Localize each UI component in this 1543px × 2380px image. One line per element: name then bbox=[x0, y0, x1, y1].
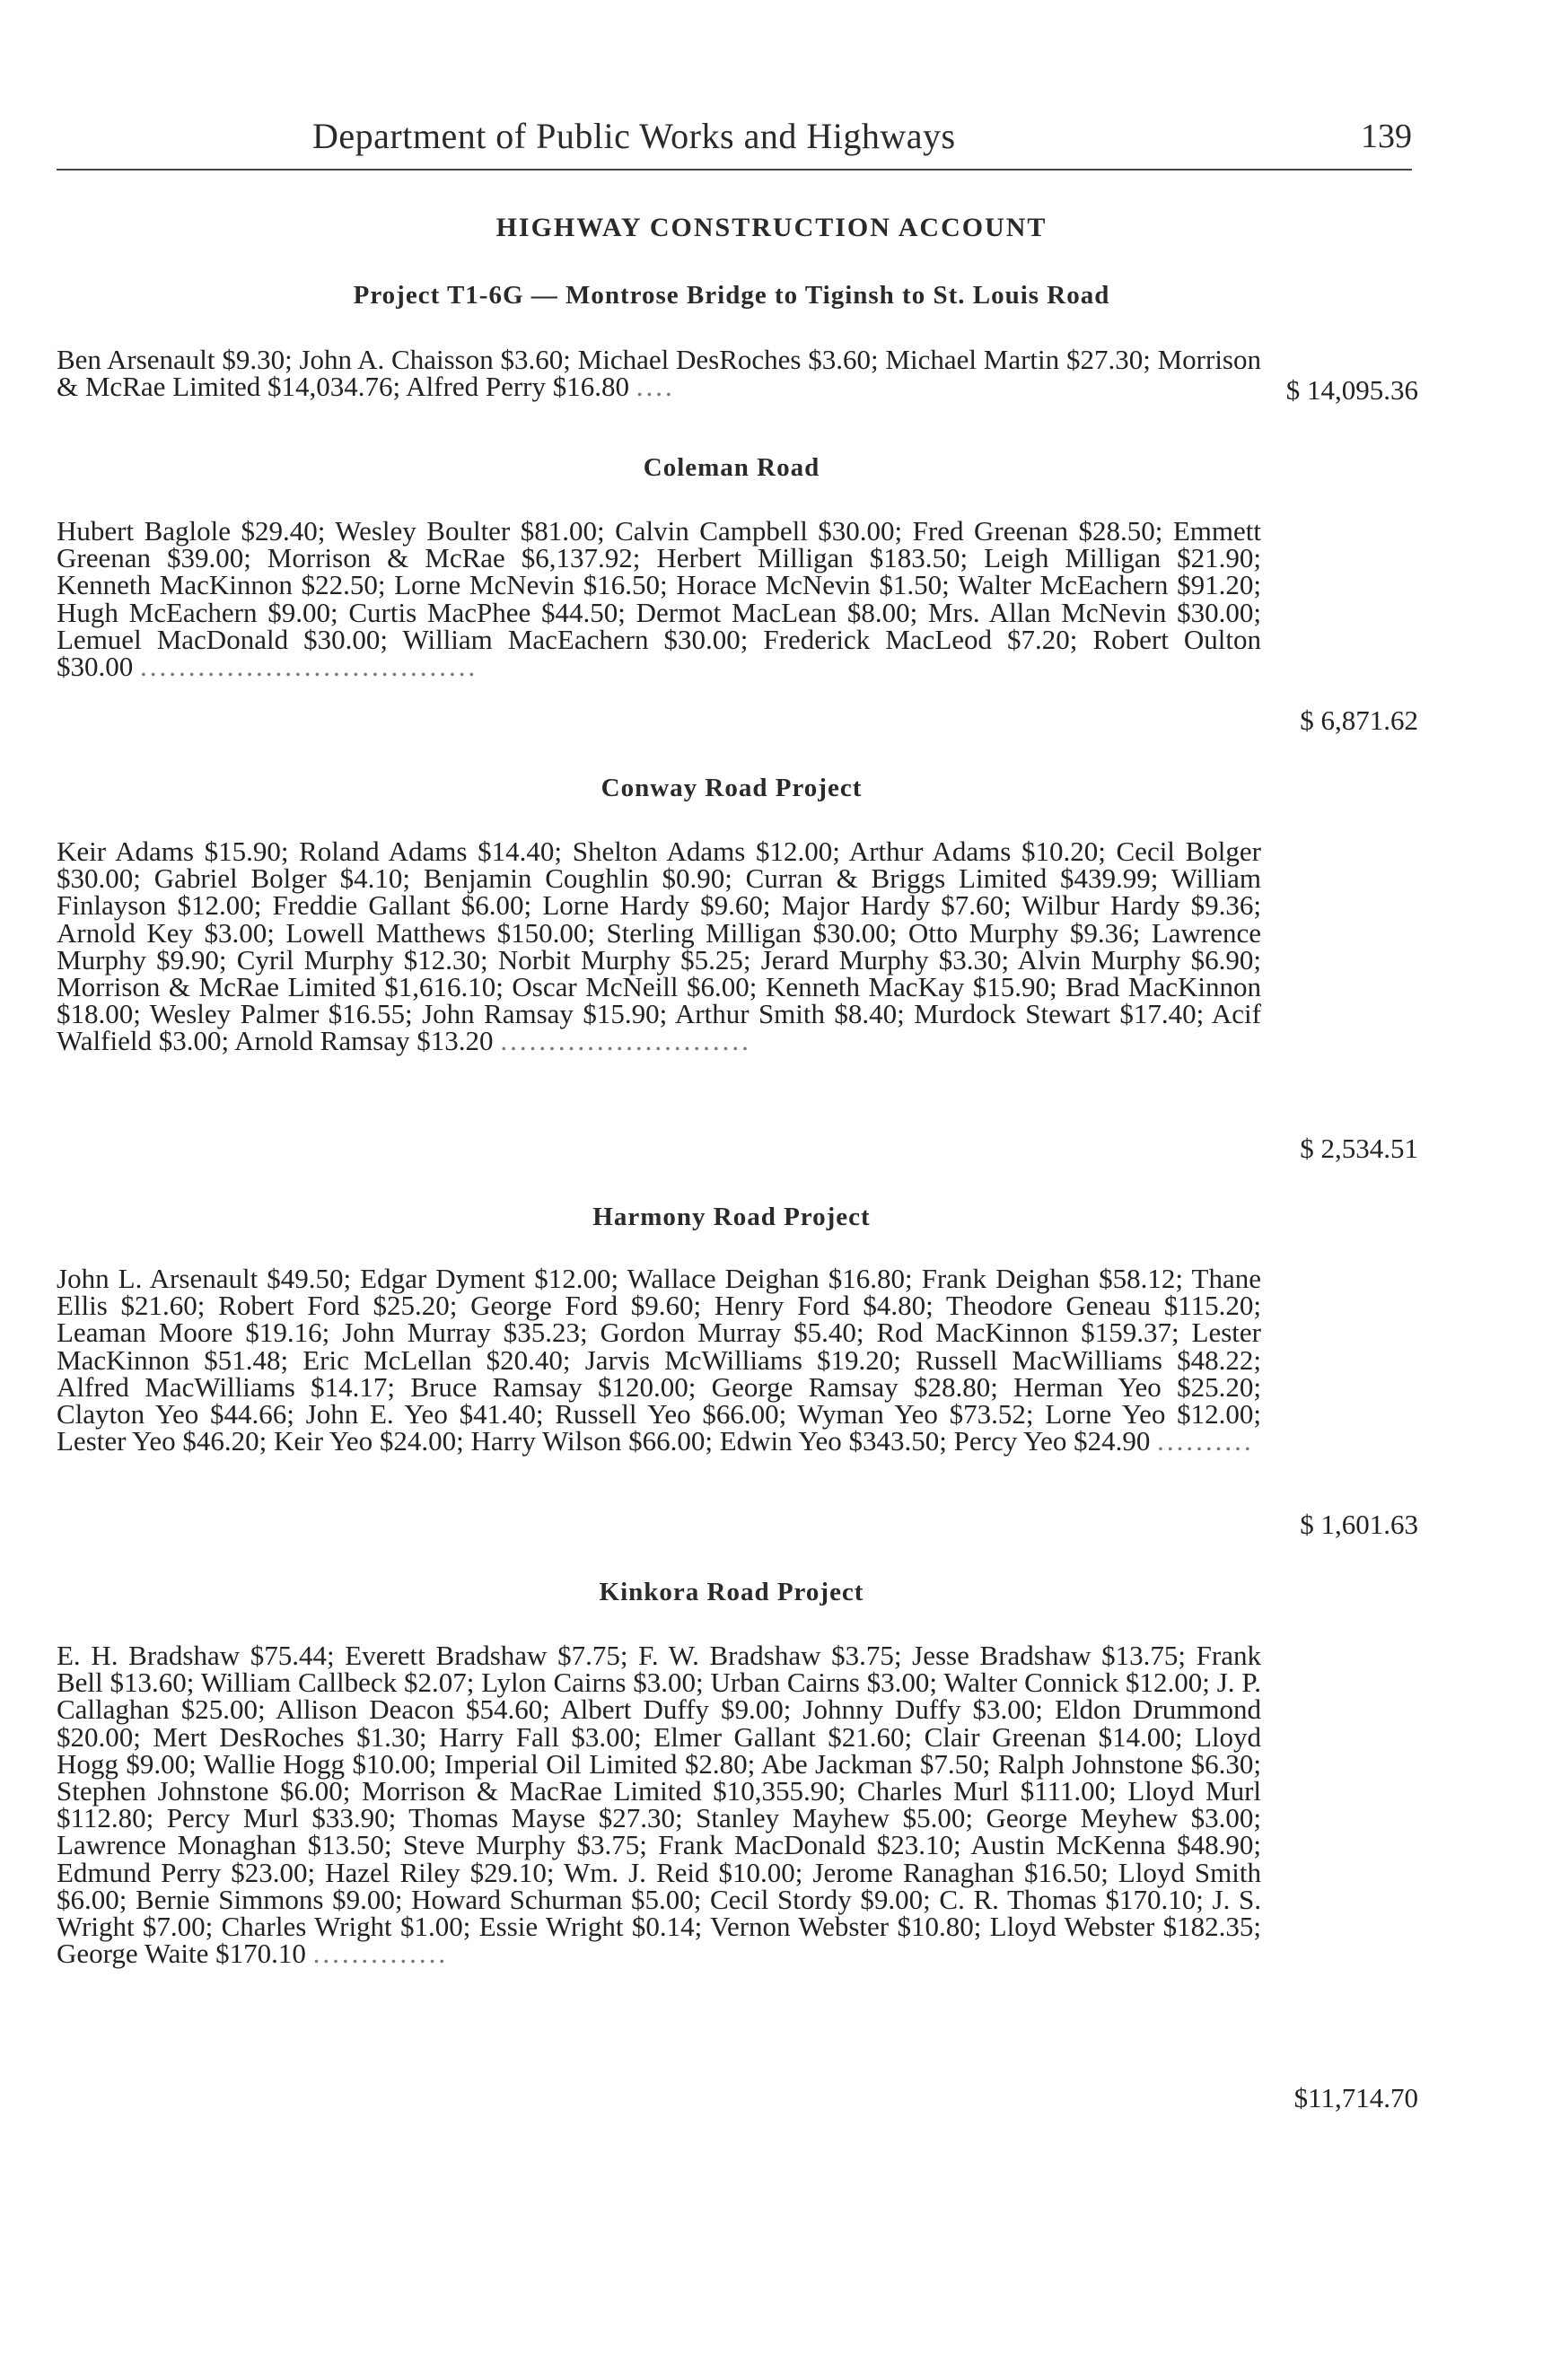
payee-list: Keir Adams $15.90; Roland Adams $14.40; Shelton Adams $12.00; Arthur Adams $10.20; Cecil Bolger $30.00; Gabriel Bolger $4.10; Benjamin Coughlin $0.90; Curran & Briggs Limited $439.99; William Finlayson $12.00; Freddie Gallant $6.00; Lorne Hardy $9.60; Major Hardy $7.60; Wilbur Hardy $9.36; Arnold Key $3.00; Lowell Matthews $150.00; Sterling Milligan $30.00; Otto Murphy $9.36; Lawrence Murphy $9.90; Cyril Murphy $12.30; Norbit Murphy $5.25; Jerard Murphy $3.30; Alvin Murphy $6.90; Morrison & McRae Limited $1,616.10; Oscar McNeill $6.00; Kenneth MacKay $15.90; Brad MacKinnon $18.00; Wesley Palmer $16.55; John Ramsay $15.90; Arthur Smith $8.40; Murdock Stewart $17.40; Acif Walfield $3.00; Arnold Ramsay $13.20 bbox=[57, 836, 1261, 1057]
leader-dots: .... bbox=[636, 371, 675, 403]
section-title: Project T1-6G — Montrose Bridge to Tiginsh to St. Louis Road bbox=[353, 281, 1110, 310]
payee-list: John L. Arsenault $49.50; Edgar Dyment $12.00; Wallace Deighan $16.80; Frank Deighan $58.12; Thane Ellis $21.60; Robert Ford $25.20; George Ford $9.60; Henry Ford $4.80; Theodore Geneau $115.20; Leaman Moore $19.16; John Murray $35.23; Gordon Murray $5.40; Rod MacKinnon $159.37; Lester MacKinnon $51.48; Eric McLellan $20.40; Jarvis McWilliams $19.20; Russell MacWilliams $48.22; Alfred MacWilliams $14.17; Bruce Ramsay $120.00; George Ramsay $28.80; Herman Yeo $25.20; Clayton Yeo $44.66; John E. Yeo $41.40; Russell Yeo $66.00; Wyman Yeo $73.52; Lorne Yeo $12.00; Lester Yeo $46.20; Keir Yeo $24.00; Harry Wilson $66.00; Edwin Yeo $343.50; Percy Yeo $24.90 bbox=[57, 1263, 1261, 1457]
section-title: Conway Road Project bbox=[601, 774, 863, 802]
leader-dots: .......... bbox=[1157, 1425, 1254, 1457]
account-title: HIGHWAY CONSTRUCTION ACCOUNT bbox=[495, 213, 1048, 242]
section-total: $ 2,534.51 bbox=[1300, 1133, 1418, 1164]
section-total: $ 14,095.36 bbox=[1285, 374, 1418, 406]
payee-list: Ben Arsenault $9.30; John A. Chaisson $3.60; Michael DesRoches $3.60; Michael Martin $27.30; Morrison & McRae Limited $14,034.76; Alfred Perry $16.80 bbox=[57, 344, 1261, 403]
page-header bbox=[57, 115, 1412, 171]
payment-entry bbox=[57, 515, 1261, 683]
payee-list: E. H. Bradshaw $75.44; Everett Bradshaw $7.75; F. W. Bradshaw $3.75; Jesse Bradshaw $13.75; Frank Bell $13.60; William Callbeck $2.07; Lylon Cairns $3.00; Urban Cairns $3.00; Walter Connick $12.00; J. P. Callaghan $25.00; Allison Deacon $54.60; Albert Duffy $9.00; Johnny Duffy $3.00; Eldon Drummond $20.00; Mert DesRoches $1.30; Harry Fall $3.00; Elmer Gallant $21.60; Clair Greenan $14.00; Lloyd Hogg $9.00; Wallie Hogg $10.00; Imperial Oil Limited $2.80; Abe Jackman $7.50; Ralph Johnstone $6.30; Stephen Johnstone $6.00; Morrison & MacRae Limited $10,355.90; Charles Murl $111.00; Lloyd Murl $112.80; Percy Murl $33.90; Thomas Mayse $27.30; Stanley Mayhew $5.00; George Meyhew $3.00; Lawrence Monaghan $13.50; Steve Murphy $3.75; Frank MacDonald $23.10; Austin McKenna $48.90; Edmund Perry $23.00; Hazel Riley $29.10; Wm. J. Reid $10.00; Jerome Ranaghan $16.50; Lloyd Smith $6.00; Bernie Simmons $9.00; Howard Schurman $5.00; Cecil Stordy $9.00; C. R. Thomas $170.10; J. S. Wright $7.00; Charles Wright $1.00; Essie Wright $0.14; Vernon Webster $10.80; Lloyd Webster $182.35; George Waite $170.10 bbox=[57, 1640, 1261, 1970]
section-total: $ 1,601.63 bbox=[1300, 1509, 1418, 1540]
leader-dots: .............. bbox=[312, 1938, 449, 1970]
payment-entry bbox=[57, 838, 1261, 1055]
leader-dots: .......................... bbox=[500, 1025, 751, 1057]
page-number: 139 bbox=[1361, 118, 1412, 155]
payment-entry bbox=[57, 1640, 1261, 1970]
section-total: $ 6,871.62 bbox=[1300, 704, 1418, 736]
payment-entry bbox=[57, 1265, 1261, 1455]
payment-entry bbox=[57, 344, 1261, 403]
payee-list: Hubert Baglole $29.40; Wesley Boulter $81.00; Calvin Campbell $30.00; Fred Greenan $28.50; Emmett Greenan $39.00; Morrison & McRae $6,137.92; Herbert Milligan $183.50; Leigh Milligan $21.90; Kenneth MacKinnon $22.50; Lorne McNevin $16.50; Horace McNevin $1.50; Walter McEachern $91.20; Hugh McEachern $9.00; Curtis MacPhee $44.50; Dermot MacLean $8.00; Mrs. Allan McNevin $30.00; Lemuel MacDonald $30.00; William MacEachern $30.00; Frederick MacLeod $7.20; Robert Oulton $30.00 bbox=[57, 515, 1261, 683]
section-total: $11,714.70 bbox=[1293, 2082, 1418, 2113]
leader-dots: ................................... bbox=[140, 651, 478, 683]
section-title: Coleman Road bbox=[643, 453, 820, 482]
section-title: Harmony Road Project bbox=[592, 1203, 871, 1231]
running-title: Department of Public Works and Highways bbox=[312, 116, 956, 156]
section-title: Kinkora Road Project bbox=[599, 1578, 864, 1606]
